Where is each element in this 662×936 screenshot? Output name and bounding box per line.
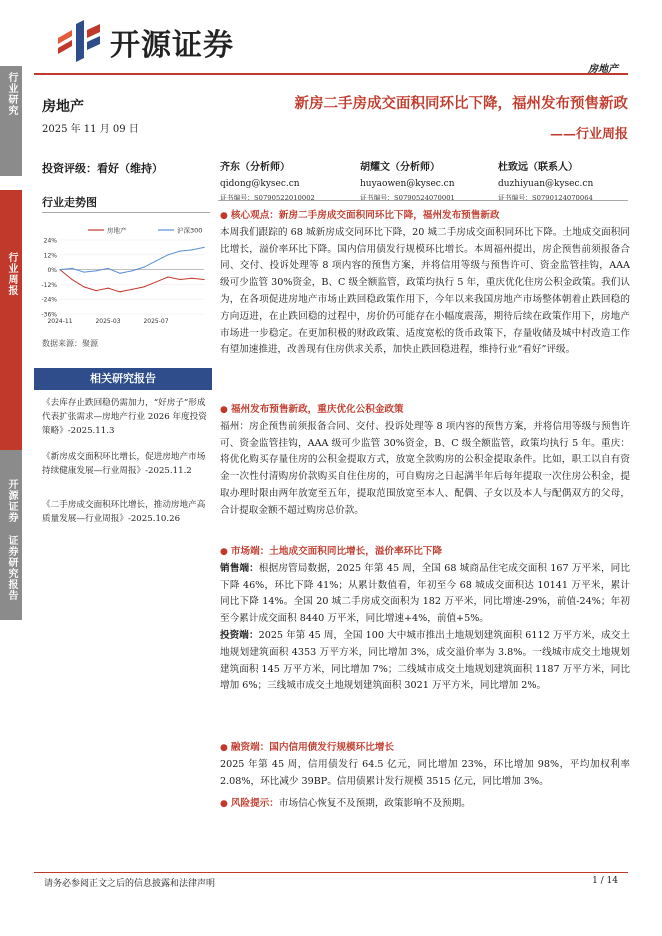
x-tick-label: 2024-11: [47, 318, 73, 325]
analyst-cert: 证书编号：S0790524070001: [360, 194, 455, 202]
data-point: [143, 286, 144, 287]
x-tick-label: 2025-03: [95, 318, 121, 325]
section-heading: 福州发布预售新政，重庆优化公积金政策: [230, 404, 404, 415]
analyst-email: duzhiyuan@kysec.cn: [498, 179, 594, 189]
x-tick-label: 2025-07: [143, 318, 169, 325]
analyst-cert: 证书编号：S0790124070064: [498, 194, 593, 202]
data-point: [167, 254, 168, 255]
analyst-name: 齐东（分析师）: [220, 162, 290, 173]
risk-body: 市场信心恢复不及预期，政策影响不及预期。: [278, 798, 471, 809]
data-point: [119, 273, 120, 274]
brand-logo-icon: [54, 18, 104, 64]
data-point: [83, 271, 84, 272]
legend-label: 房地产: [107, 226, 127, 235]
section-body: 福州：房企预售前须报备合同、交付、投诉处理等 8 项内容的预售方案，并将信用等级与预售许可、资金监管挂钩，AAA 级可少监管 30%资金，B、C 级全额监管，政策均执行 5 年。重庆：将优化购买存量住房的公积金提取方式，放宽全款购房的公积金提取条件。比如，职工以自有资金一次性付清购房价款购买自住住房的，可自购房之日起满半年后每年提取一次住房公积金，提取办理时限由两年放宽至五年，提取范围放宽至本人、配偶、子女以及本人与配偶双方的父母，合计提取金额不超过购房总价款。: [220, 420, 630, 516]
side-strip-mid: [0, 190, 22, 450]
section-heading: 融资端：国内信用债发行规模环比增长: [230, 742, 395, 753]
bullet-icon: ●: [220, 211, 228, 221]
sales-label: 销售端：: [220, 562, 259, 574]
y-tick-label: -36%: [41, 311, 57, 319]
y-tick-label: 12%: [43, 252, 57, 260]
analyst-name: 胡耀文（分析师）: [360, 162, 440, 173]
series-line: [60, 270, 204, 292]
analyst-email: huyaowen@kysec.cn: [360, 179, 455, 189]
report-subtitle: ——行业周报: [549, 127, 628, 142]
related-report-item[interactable]: 《去库存止跌回稳仍需加力，“好房子”形成代表扩张需求—房地产行业 2026 年度投资策略》-2025.11.3: [42, 398, 207, 436]
risk-section: [220, 796, 630, 813]
side-strip-mid-label: 行业周报: [6, 252, 17, 296]
report-date: 2025 年 11 月 09 日: [42, 124, 139, 135]
analyst-email: qidong@kysec.cn: [220, 179, 300, 189]
bullet-icon: ●: [220, 799, 228, 809]
data-point: [179, 251, 180, 252]
footer-disclaimer[interactable]: 请务必参阅正文之后的信息披露和法律声明: [44, 879, 216, 889]
footer-divider: [34, 872, 628, 873]
analyst-divider: [218, 200, 628, 201]
analyst-cert: 证书编号：S0790522010002: [220, 194, 315, 202]
bullet-icon: ●: [220, 405, 228, 415]
section-body: 本周我们跟踪的 68 城新房成交同环比下降，20 城二手房成交面积同环比下降。土地成交面积同比增长，溢价率环比下降。国内信用债发行规模环比增长。本周福州提出，房企预售前须报备合同、交付、投诉处理等 8 项内容的预售方案，并将信用等级与预售许可、资金监管挂钩，AAA 级可少监管 30%资金，B、C 级全额监管，政策均执行 5 年，重庆优化住房公积金政策。我们认为，在各项促进房地产市场止跌回稳政策作用下，今年以来我国房地产市场整体朝着止跌回稳的方向迈进，在止跌回稳的过程中，房价仍可能存在小幅度震荡，期待后续在政策作用下，房地产市场进一步稳定。在更加积极的财政政策、适度宽松的货币政策下，存量收储及城中村改造工作有望加速推进，改善现有住房供求关系，加快止跌回稳进程，维持行业“看好”评级。: [220, 226, 630, 356]
data-point: [71, 279, 72, 280]
section-heading: 核心观点：新房二手房成交面积同环比下降，福州发布预售新政: [230, 210, 500, 221]
y-tick-label: -12%: [41, 281, 57, 289]
financing-section: [220, 740, 630, 790]
data-point: [167, 276, 168, 277]
trend-divider: [42, 212, 210, 213]
section-body: 2025 年第 45 周，信用债发行 64.5 亿元，同比增加 23%，环比增加 98%，平均加权利率 2.08%，环比减少 39BP。信用债累计发行规模 3515 亿元，同比增加 3%。: [220, 758, 630, 787]
core-view-section: [220, 208, 630, 359]
chart-source: 数据来源：聚源: [42, 339, 98, 348]
industry-trend-chart: [38, 222, 210, 330]
data-point: [131, 289, 132, 290]
analyst-name: 杜致远（联系人）: [498, 162, 578, 173]
bullet-icon: ●: [220, 547, 228, 557]
page-number: 1 / 14: [592, 876, 618, 886]
related-report-item[interactable]: 《二手房成交面积环比增长，推动房地产高质量发展—行业周报》-2025.10.26: [42, 500, 206, 524]
market-section: [220, 544, 630, 695]
sales-body: 根据房管局数据，2025 年第 45 周，全国 68 城商品住宅成交面积 167 万平米，同比下降 46%，环比下降 41%；从累计数值看，年初至今 68 城成交面积达 10141 万平米，累计同比下降 14%。全国 20 城二手房成交面积为 182 万平米，同比增速-29%，前值-24%；年初至今累计成交面积 8440 万平米，同比增速+4%，前值+5%。: [220, 562, 631, 625]
data-point: [107, 288, 108, 289]
data-point: [179, 279, 180, 280]
risk-label: 风险提示：: [230, 798, 279, 809]
legend-label: 沪深300: [177, 226, 203, 235]
investment-label: 投资端：: [220, 629, 259, 641]
data-point: [83, 286, 84, 287]
side-strip-top: [0, 66, 22, 176]
section-heading: 市场端：土地成交面积同比增长，溢价率环比下降: [230, 546, 442, 557]
side-strip-bottom-label: 开源证券 证券研究报告: [6, 479, 17, 601]
sector-name: 房地产: [42, 99, 84, 115]
analyst-card: [360, 158, 455, 202]
y-tick-label: 24%: [43, 237, 57, 245]
analyst-card: [498, 158, 593, 202]
data-point: [191, 249, 192, 250]
y-tick-label: -24%: [41, 296, 57, 304]
data-point: [119, 291, 120, 292]
header-sector-tag: 房地产: [588, 64, 618, 75]
report-title: 新房二手房成交面积同环比下降，福州发布预售新政: [294, 95, 628, 112]
related-report-item[interactable]: 《新房成交面积环比增长，促进房地产市场持续健康发展—行业周报》-2025.11.2: [42, 452, 206, 476]
data-point: [191, 278, 192, 279]
trend-chart-title: 行业走势图: [42, 196, 97, 209]
data-point: [155, 260, 156, 261]
data-point: [59, 269, 60, 270]
investment-body: 2025 年第 45 周，全国 100 大中城市推出土地规划建筑面积 6112 万平方米，成交土地规划建筑面积 4353 万平方米，同比增加 3%，成交溢价率为 3.8%。一线城市成交土地规划建筑面积 145 万平方米，同比增加 7%；二线城市成交土地规划建筑面积 1187 万平方米，同比增加 6%；三线城市成交土地规划建筑面积 3021 万平方米，同比增加 2%。: [220, 629, 631, 692]
data-point: [203, 279, 204, 280]
investment-rating: 投资评级：看好（维持）: [42, 162, 163, 175]
side-strip-top-label: 行业研究: [6, 72, 17, 116]
header-divider: [34, 73, 628, 75]
brand-name: 开源证券: [110, 28, 234, 63]
data-point: [155, 281, 156, 282]
bullet-icon: ●: [220, 743, 228, 753]
data-point: [71, 268, 72, 269]
data-point: [107, 268, 108, 269]
related-reports-heading: 相关研究报告: [34, 368, 212, 390]
side-strip-bottom: [0, 450, 22, 620]
data-point: [143, 267, 144, 268]
y-tick-label: 0%: [47, 267, 57, 275]
analyst-card: [220, 158, 315, 202]
data-point: [203, 247, 204, 248]
data-point: [95, 290, 96, 291]
policy-section: [220, 402, 630, 520]
data-point: [131, 270, 132, 271]
data-point: [95, 270, 96, 271]
